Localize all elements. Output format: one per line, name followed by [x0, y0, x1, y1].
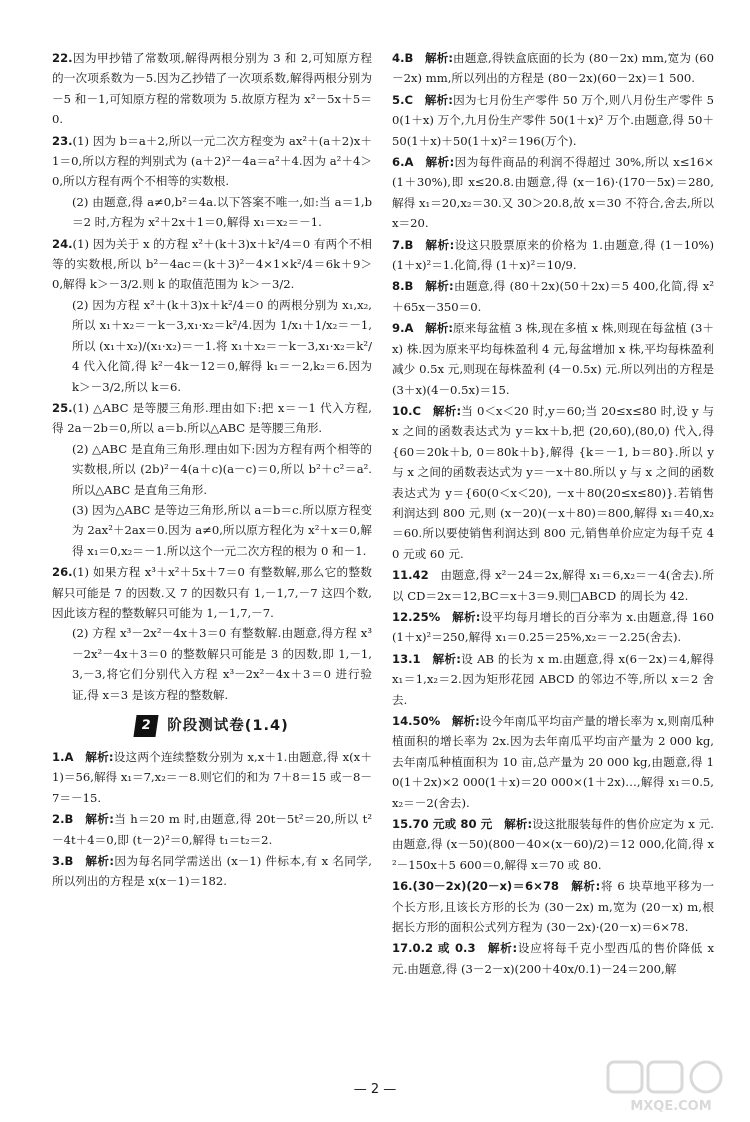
solution-text: (1) △ABC 是等腰三角形.理由如下:把 x＝－1 代入方程,得 2a－2b＝0,所以 a＝b.所以△ABC 是等腰三角形. [52, 400, 372, 436]
solution-item [392, 90, 714, 151]
question-number: 26. [52, 565, 73, 580]
question-number: 6. [392, 155, 405, 170]
analysis-label: 解析: [425, 155, 455, 170]
solution-text: 原来每盆植 3 株,现在多植 x 株,则现在每盆植 (3＋x) 株.因为原来平均每株盈利 4 元,每盆增加 x 株,平均每株盈利减少 0.5x 元,则现在每株盈利 (4－0.5x) 元.所以列出的方程是 (3＋x)(4－0.5x)＝15. [392, 321, 714, 397]
solution-item [392, 318, 714, 400]
solution-paragraph [52, 500, 372, 561]
solution-list-left [52, 48, 372, 705]
solution-paragraph [52, 131, 372, 192]
solution-item [392, 276, 714, 317]
watermark-text: MXQE.COM [630, 1099, 712, 1114]
solution-item [52, 747, 372, 808]
solution-item [392, 607, 714, 648]
analysis-label: 解析: [424, 51, 453, 65]
solution-text: 设 AB 的长为 x m.由题意,得 x(6－2x)＝4,解得 x₁＝1,x₂＝2.因为矩形花园 ABCD 的邻边不等,所以 x＝2 舍去. [392, 651, 714, 707]
question-number: 4. [392, 51, 405, 65]
solution-list-left-after [52, 747, 372, 892]
solution-paragraph [52, 439, 372, 500]
answer-choice: 50% [412, 714, 441, 728]
question-number: 16. [392, 879, 413, 894]
analysis-label: 解析: [424, 279, 454, 294]
answer-choice: 1 [412, 651, 421, 666]
question-number: 9. [392, 321, 405, 336]
question-number: 5. [392, 92, 405, 107]
question-number: 14. [392, 714, 413, 728]
solution-paragraph [52, 48, 372, 130]
answer-choice: C [412, 403, 422, 418]
answer-choice: B [64, 854, 74, 869]
section-title: 阶段测试卷(1.4) [167, 717, 289, 734]
solution-text: 由题意,得 x²－24＝2x,解得 x₁＝6,x₂＝－4(舍去).所以 CD＝2x＝12,BC＝x＋3＝9.则□ABCD 的周长为 42. [392, 568, 714, 603]
answer-choice: B [404, 279, 414, 294]
solution-text: 将 6 块草地平移为一个长方形,且该长方形的长为 (30－2x) m,宽为 (20－x) m,根据长方形的面积公式列方程为 (30－2x)·(20－x)＝6×78. [392, 879, 715, 935]
page-number: — 2 — [353, 1082, 397, 1097]
solution-text: 设这只股票原来的价格为 1.由题意,得 (1－10%)(1＋x)²＝1.化简,得 (1＋x)²＝10/9. [392, 237, 715, 273]
question-number: 1. [52, 750, 65, 764]
question-number: 17. [392, 941, 413, 956]
answer-choice: B [404, 51, 414, 65]
solution-text: 因为每件商品的利润不得超过 30%,所以 x≤16×(1＋30%),即 x≤20.8.由题意,得 (x－16)·(170－5x)＝280,解得 x₁＝20,x₂＝30.又 30＞20.8,故 x＝30 不符合,舍去,所以 x＝20. [392, 155, 715, 231]
solution-paragraph [52, 623, 372, 705]
solution-item [392, 649, 714, 710]
question-number: 3. [52, 854, 65, 869]
solution-text: 当 h＝20 m 时,由题意,得 20t－5t²＝20,所以 t²－4t＋4＝0,即 (t－2)²＝0,解得 t₁＝t₂＝2. [52, 812, 372, 847]
question-number: 23. [52, 133, 73, 148]
question-number: 7. [392, 237, 405, 252]
question-number: 10. [392, 403, 413, 418]
answer-choice: B [64, 812, 74, 827]
solution-item [392, 401, 714, 564]
solution-item [392, 711, 714, 813]
question-number: 12. [392, 609, 413, 624]
left-column [52, 48, 372, 893]
solution-text: (1) 因为 b＝a＋2,所以一元二次方程变为 ax²＋(a＋2)x＋1＝0,所以方程的判别式为 (a＋2)²－4a＝a²＋4.因为 a²＋4＞0,所以方程有两个不相等的实数根. [52, 133, 372, 189]
solution-item [392, 565, 714, 606]
section-header [52, 715, 372, 737]
question-number: 15. [392, 817, 413, 832]
solution-item [392, 876, 714, 937]
answer-choice: A [64, 750, 74, 764]
right-column [392, 48, 714, 980]
solution-text: (2) △ABC 是直角三角形.理由如下:因为方程有两个相等的实数根,所以 (2b)²－4(a＋c)(a－c)＝0,所以 b²＋c²＝a².所以△ABC 是直角三角形. [72, 441, 372, 497]
analysis-label: 解析: [84, 812, 114, 827]
question-number: 25. [52, 400, 73, 415]
analysis-label: 解析: [84, 854, 115, 869]
answer-choice: C [404, 92, 413, 107]
answer-choice: 0.2 或 0.3 [412, 941, 476, 956]
analysis-label: 解析: [85, 750, 114, 764]
question-number: 8. [392, 279, 405, 294]
section-badge: 2 [134, 715, 159, 737]
analysis-label: 解析: [570, 879, 601, 894]
solution-paragraph [52, 192, 372, 233]
solution-text: 因为七月份生产零件 50 万个,则八月份生产零件 50(1＋x) 万个,九月份生产零件 50(1＋x)² 万个.由题意,得 50＋50(1＋x)＋50(1＋x)²＝196(万个). [392, 92, 715, 148]
solution-text: (2) 因为方程 x²＋(k＋3)x＋k²/4＝0 的两根分别为 x₁,x₂,所以 x₁＋x₂＝－k－3,x₁·x₂＝k²/4.因为 1/x₁＋1/x₂＝－1,所以 (x₁＋x₂)/(x₁·x₂)＝－1.将 x₁＋x₂＝－k－3,x₁·x₂＝k²/4 代入化简,得 k²－4k－12＝0,解得 k₁＝－2,k₂＝6.因为 k＞－3/2,所以 k＝6. [72, 297, 372, 394]
analysis-label: 解析: [432, 403, 462, 418]
question-number: 11. [392, 568, 413, 583]
analysis-label: 解析: [451, 714, 480, 728]
question-number: 22. [52, 51, 73, 65]
solution-text: 设今年南瓜平均亩产量的增长率为 x,则南瓜种植面积的增长率为 2x.因为去年南瓜平均亩产量为 2 000 kg,去年南瓜种植面积为 10 亩,总产量为 20 000 kg,由题意,得 10(1＋2x)×2 000(1＋x)＝20 000×(1＋2x)…,解得 x₁＝0.5,x₂＝－2(舍去). [392, 714, 714, 810]
solution-text: 设应将每千克小型西瓜的售价降低 x 元.由题意,得 (3－2－x)(200＋40x/0.1)－24＝200,解 [392, 941, 714, 976]
solution-text: 当 0＜x＜20 时,y＝60;当 20≤x≤80 时,设 y 与 x 之间的函数表达式为 y＝kx＋b,把 (20,60),(80,0) 代入,得 {60＝20k＋b, 0＝80k＋b},解得 {k＝－1, b＝80}.所以 y 与 x 之间的函数表达式为 y＝－x＋80.所以 y 与 x 之间的函数表达式为 y＝{60(0＜x＜20), －x＋80(20≤x≤80)}.若销售利润达到 800 元,则 (x－20)(－x＋80)＝800,解得 x₁＝40,x₂＝60.所以要使销售利润达到 800 元,销售单价应定为每千克 40 元或 60 元. [392, 403, 714, 561]
analysis-label: 解析: [503, 817, 533, 832]
analysis-label: 解析: [451, 609, 481, 624]
analysis-label: 解析: [425, 321, 453, 336]
answer-choice: 42 [412, 568, 429, 583]
analysis-label: 解析: [424, 92, 453, 107]
solution-text: 由题意,得铁盒底面的长为 (80－2x) mm,宽为 (60－2x) mm,所以列出的方程是 (80－2x)(60－2x)＝1 500. [392, 51, 715, 86]
answer-choice: 70 元或 80 元 [412, 817, 493, 832]
solution-item [52, 131, 372, 233]
solution-item [392, 235, 714, 276]
analysis-label: 解析: [487, 941, 518, 956]
solution-item [392, 152, 714, 234]
question-number: 13. [392, 651, 413, 666]
solution-text: 因为每名同学需送出 (x－1) 件标本,有 x 名同学,所以列出的方程是 x(x－1)＝182. [52, 854, 372, 889]
solution-text: (2) 由题意,得 a≠0,b²＝4a.以下答案不唯一,如:当 a＝1,b＝2 时,方程为 x²＋2x＋1＝0,解得 x₁＝x₂＝－1. [72, 194, 372, 230]
solution-item [52, 48, 372, 130]
watermark-logo-icon [606, 1058, 736, 1114]
solution-list-right [392, 48, 714, 979]
solution-item [392, 48, 714, 89]
analysis-label: 解析: [424, 237, 455, 252]
solution-text: 设这两个连续整数分别为 x,x＋1.由题意,得 x(x＋1)＝56,解得 x₁＝7,x₂＝－8.则它们的和为 7＋8＝15 或－8－7＝－15. [52, 750, 372, 805]
answer-choice: A [404, 321, 414, 336]
solution-paragraph [52, 398, 372, 439]
solution-item [52, 234, 372, 397]
solution-paragraph [52, 295, 372, 397]
solution-text: (1) 如果方程 x³＋x²＋5x＋7＝0 有整数解,那么它的整数解只可能是 7 的因数.又 7 的因数只有 1,－1,7,－7 这四个数,因此该方程的整数解只可能为 1,－1,7,－7. [52, 565, 372, 620]
solution-item [52, 562, 372, 705]
question-number: 2. [52, 812, 65, 827]
answer-choice: (30－2x)(20－x)＝6×78 [412, 879, 559, 894]
solution-text: 因为甲抄错了常数项,解得两根分别为 3 和 2,可知原方程的一次项系数为－5.因为乙抄错了一次项系数,解得两根分别为－5 和－1,可知原方程的常数项为 5.故原方程为 x²－5x＋5＝0. [52, 51, 372, 127]
solution-paragraph [52, 234, 372, 295]
solution-item [52, 809, 372, 850]
solution-text: 设平均每月增长的百分率为 x.由题意,得 160(1＋x)²＝250,解得 x₁＝0.25＝25%,x₂＝－2.25(舍去). [392, 609, 714, 645]
solution-item [52, 398, 372, 561]
solution-text: 设这批服装每件的售价应定为 x 元.由题意,得 (x－50)(800－40×(x－60)/2)＝12 000,化简,得 x²－150x＋5 600＝0,解得 x＝70 或 80. [392, 817, 714, 872]
solution-text: (1) 因为关于 x 的方程 x²＋(k＋3)x＋k²/4＝0 有两个不相等的实数根,所以 b²－4ac＝(k＋3)²－4×1×k²/4＝6k＋9＞0,解得 k＞－3/2.则 k 的取值范围为 k＞－3/2. [52, 236, 372, 292]
solution-text: 由题意,得 (80＋2x)(50＋2x)＝5 400,化简,得 x²＋65x－350＝0. [392, 279, 714, 314]
solution-text: (3) 因为△ABC 是等边三角形,所以 a＝b＝c.所以原方程变为 2ax²＋2ax＝0.因为 a≠0,所以原方程化为 x²＋x＝0,解得 x₁＝0,x₂＝－1.所以这个一元二次方程的根为 0 和－1. [72, 502, 372, 558]
solution-paragraph [52, 562, 372, 623]
solution-item [52, 851, 372, 892]
solution-item [392, 814, 714, 875]
solution-item [392, 938, 714, 979]
question-number: 24. [52, 236, 73, 251]
answer-choice: B [404, 237, 414, 252]
answer-choice: 25% [412, 609, 441, 624]
solution-text: (2) 方程 x³－2x²－4x＋3＝0 有整数解.由题意,得方程 x³－2x²－4x＋3＝0 的整数解只可能是 3 的因数,即 1,－1,3,－3,将它们分别代入方程 x³－2x²－4x＋3＝0 进行验证,得 x＝3 是该方程的整数解. [72, 626, 372, 702]
analysis-label: 解析: [432, 651, 461, 666]
answer-choice: A [404, 155, 414, 170]
